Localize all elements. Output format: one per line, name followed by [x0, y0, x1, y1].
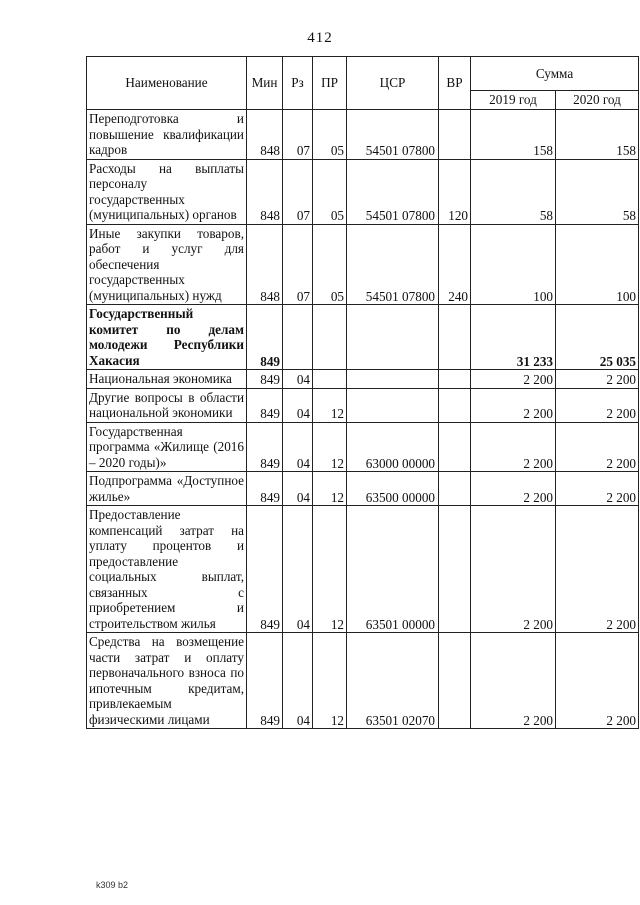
row-min: 849 — [247, 370, 283, 389]
row-sum-2019: 58 — [471, 159, 556, 224]
row-rz: 04 — [283, 633, 313, 729]
header-rz: Рз — [283, 57, 313, 110]
row-pr: 12 — [313, 472, 347, 506]
row-pr: 12 — [313, 633, 347, 729]
row-vr — [439, 506, 471, 633]
row-sum-2020: 2 200 — [556, 633, 639, 729]
row-vr — [439, 633, 471, 729]
row-rz: 04 — [283, 472, 313, 506]
row-sum-2019: 2 200 — [471, 388, 556, 422]
row-min: 848 — [247, 224, 283, 305]
row-rz — [283, 305, 313, 370]
row-name: Средства на возмещение части затрат и оплату первоначального взноса по ипотечным кредитам, привлекаемым физическими лицами — [87, 633, 247, 729]
row-sum-2020: 2 200 — [556, 472, 639, 506]
row-pr: 05 — [313, 110, 347, 160]
row-vr — [439, 305, 471, 370]
row-csr: 54501 07800 — [347, 159, 439, 224]
table-row — [87, 422, 639, 472]
row-pr: 12 — [313, 388, 347, 422]
row-vr — [439, 422, 471, 472]
row-csr: 63501 00000 — [347, 506, 439, 633]
row-min: 849 — [247, 633, 283, 729]
row-rz: 07 — [283, 224, 313, 305]
row-min: 849 — [247, 506, 283, 633]
row-min: 849 — [247, 422, 283, 472]
row-sum-2020: 2 200 — [556, 388, 639, 422]
row-rz: 07 — [283, 159, 313, 224]
row-min: 849 — [247, 305, 283, 370]
row-csr — [347, 370, 439, 389]
row-rz: 04 — [283, 506, 313, 633]
budget-table — [86, 56, 639, 729]
row-vr — [439, 110, 471, 160]
row-sum-2020: 100 — [556, 224, 639, 305]
table-row — [87, 110, 639, 160]
row-vr — [439, 472, 471, 506]
row-csr: 63000 00000 — [347, 422, 439, 472]
page-number: 412 — [307, 30, 333, 46]
row-sum-2019: 100 — [471, 224, 556, 305]
row-pr — [313, 305, 347, 370]
row-sum-2019: 2 200 — [471, 506, 556, 633]
row-vr: 120 — [439, 159, 471, 224]
header-pr: ПР — [313, 57, 347, 110]
row-csr: 63501 02070 — [347, 633, 439, 729]
row-rz: 04 — [283, 422, 313, 472]
row-name: Другие вопросы в области национальной экономики — [87, 388, 247, 422]
row-sum-2019: 2 200 — [471, 422, 556, 472]
row-min: 849 — [247, 388, 283, 422]
row-pr: 05 — [313, 159, 347, 224]
table-row — [87, 370, 639, 389]
header-year-2019: 2019 год — [471, 91, 556, 110]
row-vr — [439, 370, 471, 389]
row-sum-2020: 2 200 — [556, 370, 639, 389]
row-sum-2020: 58 — [556, 159, 639, 224]
table-row — [87, 633, 639, 729]
row-sum-2019: 158 — [471, 110, 556, 160]
row-name: Иные закупки товаров, работ и услуг для обеспечения государственных (муниципальных) нужд — [87, 224, 247, 305]
footer-code: k309 b2 — [96, 880, 129, 890]
row-pr: 05 — [313, 224, 347, 305]
header-sum: Сумма — [471, 57, 639, 91]
header-vr: ВР — [439, 57, 471, 110]
row-name: Национальная экономика — [87, 370, 247, 389]
row-name: Государственная программа «Жилище (2016 – 2020 годы)» — [87, 422, 247, 472]
row-name: Предоставление компенсаций затрат на уплату процентов и предоставление социальных выплат, связанных с приобретением и строительством жилья — [87, 506, 247, 633]
row-sum-2020: 158 — [556, 110, 639, 160]
row-csr: 54501 07800 — [347, 110, 439, 160]
row-min: 849 — [247, 472, 283, 506]
table-body — [87, 110, 639, 729]
table-row — [87, 224, 639, 305]
row-min: 848 — [247, 159, 283, 224]
row-sum-2020: 25 035 — [556, 305, 639, 370]
row-csr — [347, 305, 439, 370]
row-name: Государственный комитет по делам молодежи Республики Хакасия — [87, 305, 247, 370]
row-pr: 12 — [313, 422, 347, 472]
row-rz: 04 — [283, 370, 313, 389]
table-row — [87, 472, 639, 506]
row-name: Подпрограмма «Доступное жилье» — [87, 472, 247, 506]
row-csr — [347, 388, 439, 422]
row-sum-2019: 2 200 — [471, 633, 556, 729]
row-name: Расходы на выплаты персоналу государственных (муниципальных) органов — [87, 159, 247, 224]
table-row — [87, 159, 639, 224]
header-csr: ЦСР — [347, 57, 439, 110]
header-min: Мин — [247, 57, 283, 110]
row-sum-2019: 2 200 — [471, 472, 556, 506]
row-csr: 63500 00000 — [347, 472, 439, 506]
row-pr: 12 — [313, 506, 347, 633]
table-row — [87, 506, 639, 633]
row-rz: 04 — [283, 388, 313, 422]
row-csr: 54501 07800 — [347, 224, 439, 305]
header-name: Наименование — [87, 57, 247, 110]
row-sum-2019: 2 200 — [471, 370, 556, 389]
row-rz: 07 — [283, 110, 313, 160]
row-sum-2020: 2 200 — [556, 506, 639, 633]
row-sum-2020: 2 200 — [556, 422, 639, 472]
table-row — [87, 305, 639, 370]
row-min: 848 — [247, 110, 283, 160]
row-vr: 240 — [439, 224, 471, 305]
row-sum-2019: 31 233 — [471, 305, 556, 370]
header-year-2020: 2020 год — [556, 91, 639, 110]
table-row — [87, 388, 639, 422]
row-vr — [439, 388, 471, 422]
row-name: Переподготовка и повышение квалификации кадров — [87, 110, 247, 160]
row-pr — [313, 370, 347, 389]
